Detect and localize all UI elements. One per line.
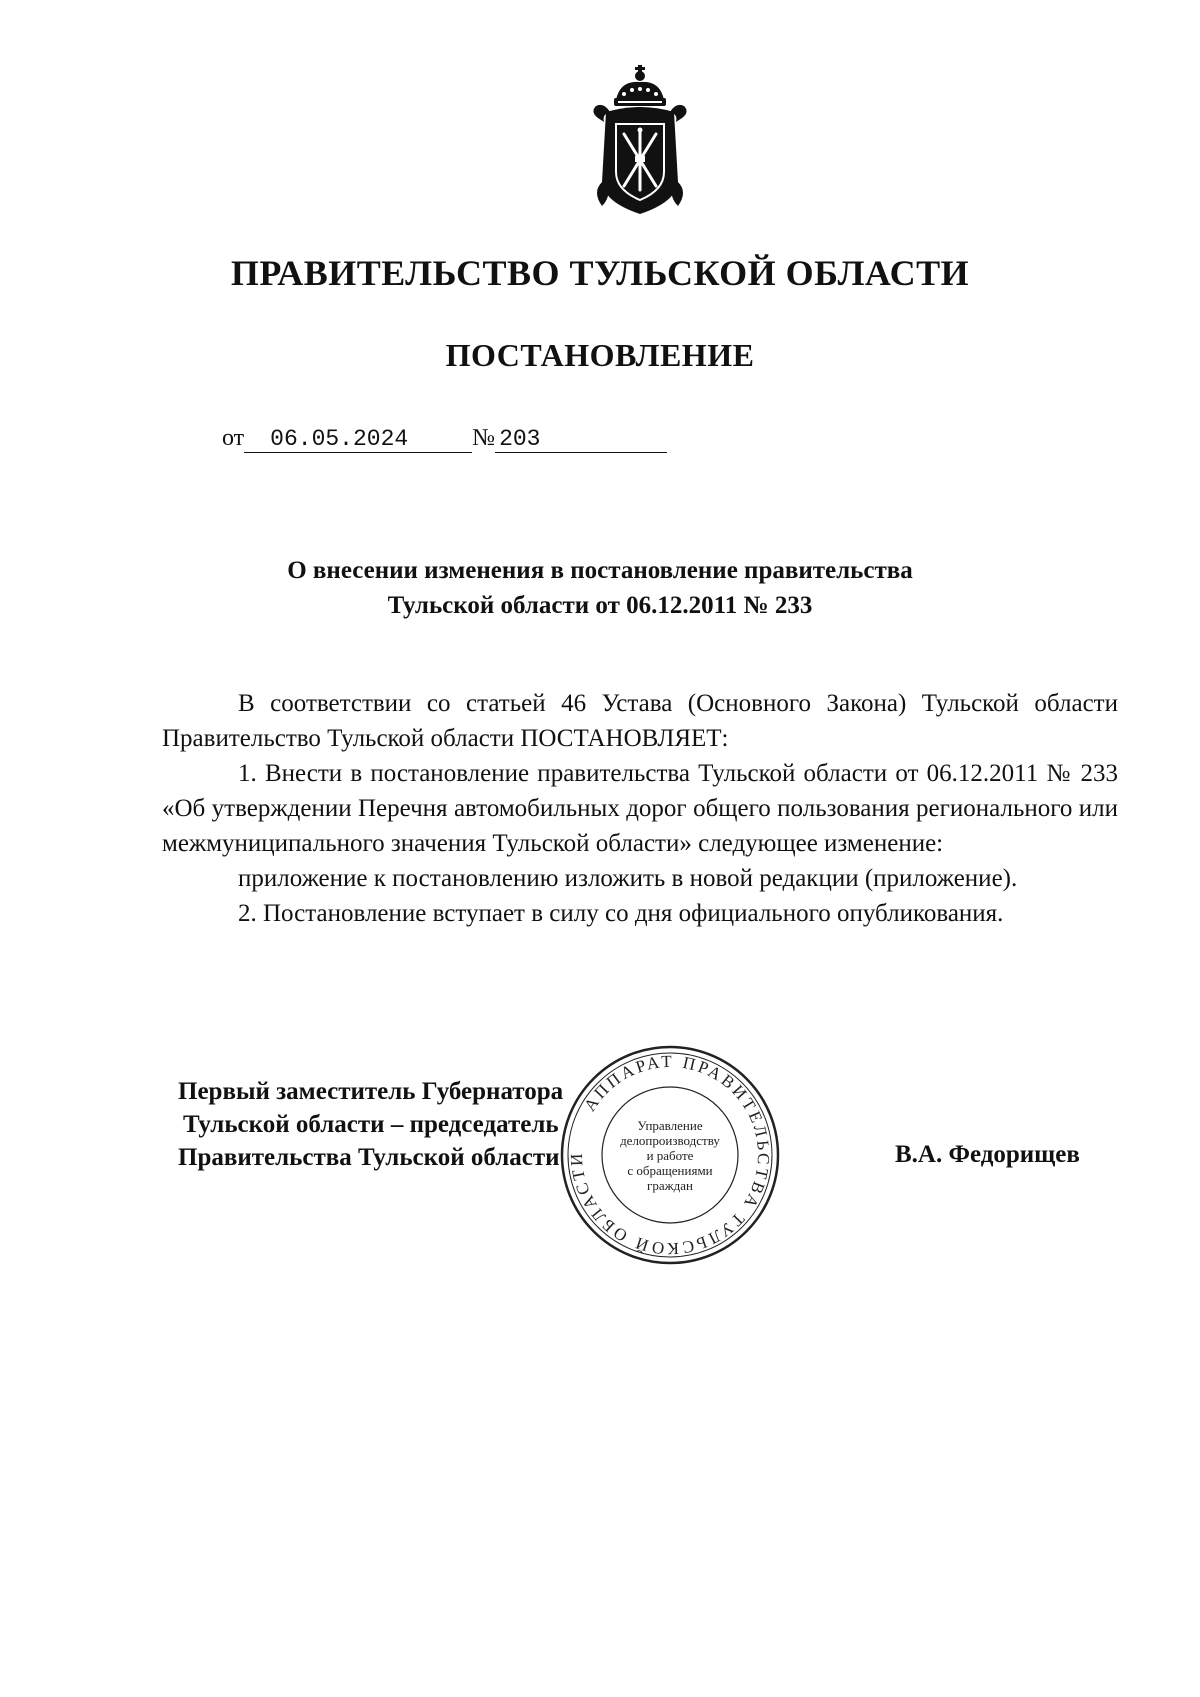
date-label: от [222, 425, 245, 451]
signatory-title-line-2: Тульской области – председатель [183, 1111, 559, 1138]
seal-inner-line-1: Управление [637, 1117, 703, 1133]
seal-ring-text: АППАРАТ ПРАВИТЕЛЬСТВА ТУЛЬСКОЙ ОБЛАСТИ [566, 1051, 774, 1259]
registration-line [222, 425, 667, 453]
signer-name: В.А. Федорищев [895, 1141, 1080, 1168]
organization-title: ПРАВИТЕЛЬСТВО ТУЛЬСКОЙ ОБЛАСТИ [230, 253, 970, 293]
seal-inner-line-3: и работе [646, 1147, 694, 1163]
item-2-paragraph: 2. Постановление вступает в силу со дня официального опубликования. [238, 900, 1004, 927]
subject-line-1: О внесении изменения в постановление правительства [287, 557, 913, 584]
seal-inner-line-2: делопроизводству [620, 1132, 720, 1148]
tula-coat-of-arms-icon [580, 62, 700, 222]
seal-inner-text [555, 1040, 785, 1270]
document-subject [0, 553, 1200, 623]
item-1-paragraph: 1. Внести в постановление правительства Тульской области от 06.12.2011 № 233 «Об утверждении Перечня автомобильных дорог общего пользования регионального или межмуниципального значения Тульской области» следующее изменение: [162, 760, 1118, 857]
seal-inner-line-4: с обращениями [627, 1162, 713, 1178]
item-1-change-paragraph: приложение к постановлению изложить в новой редакции (приложение). [238, 865, 1018, 892]
document-body [162, 686, 1118, 931]
seal-inner-line-5: граждан [647, 1177, 693, 1193]
official-seal-icon [555, 1040, 785, 1270]
preamble-paragraph: В соответствии со статьей 46 Устава (Основного Закона) Тульской области Правительство Тульской области ПОСТАНОВЛЯЕТ: [162, 690, 1118, 752]
signatory-title [178, 1075, 563, 1174]
signatory-title-line-1: Первый заместитель Губернатора [178, 1078, 564, 1105]
subject-line-2: Тульской области от 06.12.2011 № 233 [387, 592, 813, 619]
document-number: 203 [495, 426, 667, 453]
number-label: № [472, 425, 496, 451]
signatory-title-line-3: Правительства Тульской области [178, 1144, 560, 1171]
document-date: 06.05.2024 [244, 426, 472, 453]
document-type: ПОСТАНОВЛЕНИЕ [445, 337, 755, 373]
